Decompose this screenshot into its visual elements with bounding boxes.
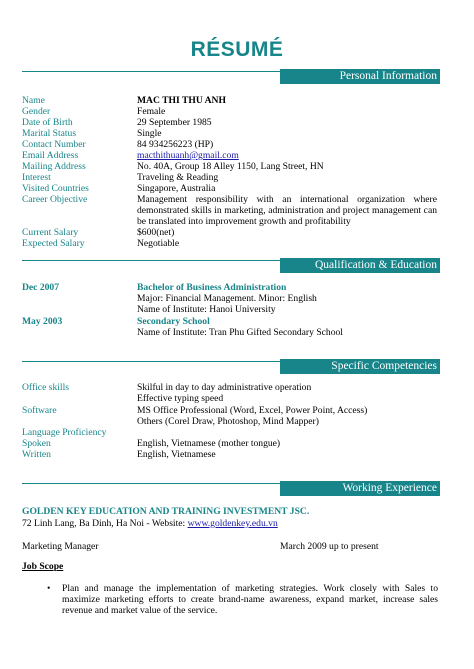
office-skills-value: Effective typing speed bbox=[137, 393, 224, 404]
education-detail: Name of Institute: Tran Phu Gifted Secondary School bbox=[137, 327, 343, 338]
job-period: March 2009 up to present bbox=[280, 541, 379, 552]
dob-label: Date of Birth bbox=[22, 117, 73, 128]
section-title: Specific Competencies bbox=[280, 359, 440, 374]
company-website-link[interactable]: www.goldenkey.edu.vn bbox=[187, 518, 278, 529]
section-competencies-header bbox=[22, 359, 440, 374]
spoken-value: English, Vietnamese (mother tongue) bbox=[137, 438, 281, 449]
section-title: Qualification & Education bbox=[280, 258, 440, 273]
company-name: GOLDEN KEY EDUCATION AND TRAINING INVESTMENT JSC. bbox=[22, 506, 310, 517]
spoken-label: Spoken bbox=[22, 438, 51, 449]
education-title: Bachelor of Business Administration bbox=[137, 282, 287, 293]
education-date: May 2003 bbox=[22, 316, 63, 327]
language-label: Language Proficiency bbox=[22, 427, 107, 438]
software-label: Software bbox=[22, 405, 57, 416]
section-title: Working Experience bbox=[280, 481, 440, 496]
job-scope-heading: Job Scope bbox=[22, 561, 64, 572]
office-skills-label: Office skills bbox=[22, 382, 69, 393]
visited-label: Visited Countries bbox=[22, 183, 89, 194]
education-detail: Name of Institute: Hanoi University bbox=[137, 304, 276, 315]
email-label: Email Address bbox=[22, 150, 79, 161]
company-address bbox=[22, 518, 278, 529]
written-value: English, Vietnamese bbox=[137, 449, 216, 460]
job-position: Marketing Manager bbox=[22, 541, 99, 552]
objective-label: Career Objective bbox=[22, 194, 88, 205]
section-education-header bbox=[22, 258, 440, 273]
software-value: Others (Corel Draw, Photoshop, Mind Mapper) bbox=[137, 416, 319, 427]
education-title: Secondary School bbox=[137, 316, 210, 327]
marital-label: Marital Status bbox=[22, 128, 77, 139]
mailing-value: No. 40A, Group 18 Alley 1150, Lang Street, HN bbox=[137, 161, 324, 172]
software-value: MS Office Professional (Word, Excel, Power Point, Access) bbox=[137, 405, 368, 416]
job-scope-item: Plan and manage the implementation of marketing strategies. Work closely with Sales to maximize marketing efforts to create brand-name awareness, expand market, increase sales revenue and market value of the service. bbox=[62, 583, 438, 616]
bullet-icon: • bbox=[47, 583, 51, 594]
dob-value: 29 September 1985 bbox=[137, 117, 212, 128]
office-skills-value: Skilful in day to day administrative operation bbox=[137, 382, 312, 393]
section-title: Personal Information bbox=[280, 69, 440, 84]
expected-salary-label: Expected Salary bbox=[22, 238, 85, 249]
name-value: MAC THI THU ANH bbox=[137, 95, 226, 106]
objective-value: Management responsibility with an international organization where demonstrated skills in marketing, administration and project management can be translated into improvement growth and profitability bbox=[137, 194, 437, 227]
contact-label: Contact Number bbox=[22, 139, 86, 150]
contact-value: 84 934256223 (HP) bbox=[137, 139, 214, 150]
marital-value: Single bbox=[137, 128, 162, 139]
interest-label: Interest bbox=[22, 172, 51, 183]
interest-value: Traveling & Reading bbox=[137, 172, 219, 183]
written-label: Written bbox=[22, 449, 51, 460]
email-link[interactable]: macthithuanh@gmail.com bbox=[137, 150, 239, 161]
current-salary-value: $600(net) bbox=[137, 227, 175, 238]
visited-value: Singapore, Australia bbox=[137, 183, 216, 194]
mailing-label: Mailing Address bbox=[22, 161, 86, 172]
section-personal-header bbox=[22, 69, 440, 84]
gender-label: Gender bbox=[22, 106, 51, 117]
gender-value: Female bbox=[137, 106, 166, 117]
company-address-text: 72 Linh Lang, Ba Dinh, Ha Noi - Website: bbox=[22, 518, 188, 529]
expected-salary-value: Negotiable bbox=[137, 238, 180, 249]
education-date: Dec 2007 bbox=[22, 282, 60, 293]
education-detail: Major: Financial Management. Minor: English bbox=[137, 293, 317, 304]
name-label: Name bbox=[22, 95, 45, 106]
section-experience-header bbox=[22, 481, 440, 496]
current-salary-label: Current Salary bbox=[22, 227, 79, 238]
resume-title: RÉSUMÉ bbox=[190, 38, 284, 61]
